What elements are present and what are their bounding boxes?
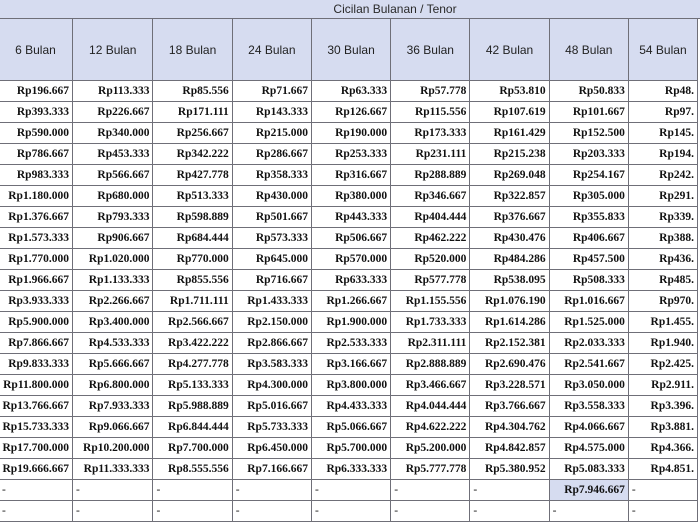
table-cell[interactable]: Rp4.842.857 (470, 438, 549, 459)
column-header[interactable]: 6 Bulan (0, 19, 72, 81)
table-cell[interactable]: Rp9.066.667 (72, 417, 153, 438)
table-cell[interactable]: Rp2.888.889 (391, 354, 470, 375)
table-cell[interactable]: Rp7.946.667 (549, 480, 628, 501)
table-cell[interactable]: Rp4.433.333 (311, 396, 390, 417)
table-cell[interactable]: Rp15.733.333 (0, 417, 72, 438)
column-header[interactable]: 48 Bulan (549, 19, 628, 81)
table-row (0, 102, 698, 123)
table-row (0, 228, 698, 249)
table-cell[interactable]: Rp145. (628, 123, 697, 144)
table-cell[interactable]: Rp770.000 (153, 249, 232, 270)
table-cell[interactable]: - (232, 501, 311, 522)
table-cell[interactable]: Rp501.667 (232, 207, 311, 228)
table-cell[interactable]: Rp6.333.333 (311, 459, 390, 480)
table-cell[interactable]: Rp286.667 (232, 144, 311, 165)
table-cell[interactable]: Rp10.200.000 (72, 438, 153, 459)
table-cell[interactable]: Rp2.033.333 (549, 333, 628, 354)
table-cell[interactable]: Rp171.111 (153, 102, 232, 123)
table-cell[interactable]: Rp484.286 (470, 249, 549, 270)
table-cell[interactable]: Rp107.619 (470, 102, 549, 123)
table-cell[interactable]: - (470, 501, 549, 522)
table-cell[interactable]: Rp590.000 (0, 123, 72, 144)
table-cell[interactable]: - (391, 501, 470, 522)
table-row (0, 501, 698, 522)
table-cell[interactable]: Rp3.050.000 (549, 375, 628, 396)
table-cell[interactable]: Rp1.614.286 (470, 312, 549, 333)
table-cell[interactable]: Rp242. (628, 165, 697, 186)
table-cell[interactable]: - (549, 501, 628, 522)
table-row (0, 81, 698, 102)
table-cell[interactable]: Rp3.800.000 (311, 375, 390, 396)
table-cell[interactable]: Rp506.667 (311, 228, 390, 249)
installment-table (0, 18, 698, 522)
table-cell[interactable]: Rp291. (628, 186, 697, 207)
table-cell[interactable]: Rp430.000 (232, 186, 311, 207)
table-cell[interactable]: Rp2.690.476 (470, 354, 549, 375)
table-cell[interactable]: Rp316.667 (311, 165, 390, 186)
table-cell[interactable]: Rp6.450.000 (232, 438, 311, 459)
table-cell[interactable]: Rp1.155.556 (391, 291, 470, 312)
table-cell[interactable]: Rp645.000 (232, 249, 311, 270)
table-row (0, 270, 698, 291)
table-cell[interactable]: - (232, 480, 311, 501)
table-cell[interactable]: Rp1.376.667 (0, 207, 72, 228)
table-cell[interactable]: Rp4.622.222 (391, 417, 470, 438)
table-cell[interactable]: Rp520.000 (391, 249, 470, 270)
table-cell[interactable]: - (391, 480, 470, 501)
table-cell[interactable]: Rp5.066.667 (311, 417, 390, 438)
table-cell[interactable]: Rp85.556 (153, 81, 232, 102)
table-cell[interactable]: Rp4.300.000 (232, 375, 311, 396)
table-cell[interactable]: Rp1.770.000 (0, 249, 72, 270)
table-cell[interactable]: Rp7.933.333 (72, 396, 153, 417)
table-cell[interactable]: Rp1.016.667 (549, 291, 628, 312)
column-header[interactable]: 12 Bulan (72, 19, 153, 81)
table-cell[interactable]: Rp1.180.000 (0, 186, 72, 207)
table-cell[interactable]: Rp2.311.111 (391, 333, 470, 354)
table-cell[interactable]: - (628, 480, 697, 501)
table-cell[interactable]: Rp716.667 (232, 270, 311, 291)
tenor-header-row (0, 19, 698, 81)
table-row (0, 459, 698, 480)
table-cell[interactable]: Rp126.667 (311, 102, 390, 123)
table-cell[interactable]: Rp2.566.667 (153, 312, 232, 333)
table-cell[interactable]: Rp48. (628, 81, 697, 102)
table-cell[interactable]: Rp970. (628, 291, 697, 312)
table-row (0, 144, 698, 165)
table-title: Cicilan Bulanan / Tenor (333, 2, 457, 16)
table-cell[interactable]: Rp6.844.444 (153, 417, 232, 438)
table-cell[interactable]: Rp196.667 (0, 81, 72, 102)
table-cell[interactable]: Rp1.076.190 (470, 291, 549, 312)
table-row (0, 249, 698, 270)
table-cell[interactable]: Rp7.700.000 (153, 438, 232, 459)
table-cell[interactable]: Rp513.333 (153, 186, 232, 207)
table-cell[interactable]: Rp1.133.333 (72, 270, 153, 291)
table-cell[interactable]: Rp4.851. (628, 459, 697, 480)
table-cell[interactable]: - (72, 480, 153, 501)
table-cell[interactable]: Rp355.833 (549, 207, 628, 228)
table-cell[interactable]: - (311, 501, 390, 522)
table-cell[interactable]: Rp3.933.333 (0, 291, 72, 312)
table-cell[interactable]: Rp203.333 (549, 144, 628, 165)
table-cell[interactable]: Rp3.166.667 (311, 354, 390, 375)
table-cell[interactable]: Rp322.857 (470, 186, 549, 207)
table-cell[interactable]: Rp1.266.667 (311, 291, 390, 312)
table-cell[interactable]: Rp4.366. (628, 438, 697, 459)
table-row (0, 417, 698, 438)
table-row (0, 480, 698, 501)
table-cell[interactable]: Rp1.455. (628, 312, 697, 333)
table-cell[interactable]: Rp684.444 (153, 228, 232, 249)
table-cell[interactable]: Rp3.228.571 (470, 375, 549, 396)
table-cell[interactable]: Rp53.810 (470, 81, 549, 102)
table-row (0, 438, 698, 459)
table-body (0, 81, 698, 522)
table-cell[interactable]: Rp404.444 (391, 207, 470, 228)
table-cell[interactable]: Rp1.966.667 (0, 270, 72, 291)
table-cell[interactable]: Rp453.333 (72, 144, 153, 165)
table-cell[interactable]: Rp4.066.667 (549, 417, 628, 438)
table-cell[interactable]: Rp1.940. (628, 333, 697, 354)
table-cell[interactable]: Rp4.304.762 (470, 417, 549, 438)
column-header[interactable]: 54 Bulan (628, 19, 697, 81)
table-cell[interactable]: Rp253.333 (311, 144, 390, 165)
table-cell[interactable]: Rp5.083.333 (549, 459, 628, 480)
table-cell[interactable]: Rp388. (628, 228, 697, 249)
table-cell[interactable]: Rp19.666.667 (0, 459, 72, 480)
table-cell[interactable]: Rp7.866.667 (0, 333, 72, 354)
table-cell[interactable]: Rp1.433.333 (232, 291, 311, 312)
table-cell[interactable]: Rp2.266.667 (72, 291, 153, 312)
table-cell[interactable]: Rp5.380.952 (470, 459, 549, 480)
table-cell[interactable]: Rp598.889 (153, 207, 232, 228)
table-cell[interactable]: Rp63.333 (311, 81, 390, 102)
table-cell[interactable]: Rp342.222 (153, 144, 232, 165)
table-cell[interactable]: Rp1.573.333 (0, 228, 72, 249)
table-row (0, 165, 698, 186)
table-cell[interactable]: Rp4.533.333 (72, 333, 153, 354)
table-cell[interactable]: Rp115.556 (391, 102, 470, 123)
table-cell[interactable]: Rp4.575.000 (549, 438, 628, 459)
table-cell[interactable]: Rp443.333 (311, 207, 390, 228)
table-row (0, 186, 698, 207)
table-cell[interactable]: Rp2.541.667 (549, 354, 628, 375)
table-cell[interactable]: Rp346.667 (391, 186, 470, 207)
table-cell[interactable]: Rp573.333 (232, 228, 311, 249)
table-cell[interactable]: Rp2.866.667 (232, 333, 311, 354)
table-cell[interactable]: Rp1.020.000 (72, 249, 153, 270)
table-cell[interactable]: Rp2.533.333 (311, 333, 390, 354)
table-cell[interactable]: Rp376.667 (470, 207, 549, 228)
table-cell[interactable]: Rp173.333 (391, 123, 470, 144)
table-row (0, 123, 698, 144)
table-cell[interactable]: Rp11.333.333 (72, 459, 153, 480)
table-cell[interactable]: Rp13.766.667 (0, 396, 72, 417)
table-cell[interactable]: Rp436. (628, 249, 697, 270)
table-cell[interactable]: Rp3.558.333 (549, 396, 628, 417)
column-header[interactable]: 18 Bulan (153, 19, 232, 81)
table-cell[interactable]: Rp380.000 (311, 186, 390, 207)
table-cell[interactable]: Rp5.733.333 (232, 417, 311, 438)
table-cell[interactable]: Rp633.333 (311, 270, 390, 291)
table-cell[interactable]: Rp566.667 (72, 165, 153, 186)
table-cell[interactable]: Rp570.000 (311, 249, 390, 270)
table-cell[interactable]: Rp101.667 (549, 102, 628, 123)
merged-header-row (0, 0, 700, 19)
table-row (0, 312, 698, 333)
table-cell[interactable]: Rp855.556 (153, 270, 232, 291)
table-cell[interactable]: Rp161.429 (470, 123, 549, 144)
table-cell[interactable]: Rp538.095 (470, 270, 549, 291)
table-cell[interactable]: - (153, 480, 232, 501)
table-cell[interactable]: Rp358.333 (232, 165, 311, 186)
table-cell[interactable]: - (311, 480, 390, 501)
column-header[interactable]: 42 Bulan (470, 19, 549, 81)
table-cell[interactable]: Rp2.425. (628, 354, 697, 375)
table-cell[interactable]: Rp1.900.000 (311, 312, 390, 333)
table-cell[interactable]: - (470, 480, 549, 501)
table-cell[interactable]: Rp3.583.333 (232, 354, 311, 375)
table-cell[interactable]: Rp11.800.000 (0, 375, 72, 396)
table-cell[interactable]: Rp7.166.667 (232, 459, 311, 480)
table-cell[interactable]: Rp17.700.000 (0, 438, 72, 459)
table-row (0, 333, 698, 354)
table-cell[interactable]: Rp5.988.889 (153, 396, 232, 417)
table-cell[interactable]: Rp462.222 (391, 228, 470, 249)
table-cell[interactable]: Rp256.667 (153, 123, 232, 144)
table-row (0, 375, 698, 396)
table-cell[interactable]: - (0, 501, 72, 522)
table-row (0, 207, 698, 228)
table-cell[interactable]: Rp5.777.778 (391, 459, 470, 480)
table-cell[interactable]: Rp3.400.000 (72, 312, 153, 333)
table-cell[interactable]: Rp50.833 (549, 81, 628, 102)
table-cell[interactable]: Rp485. (628, 270, 697, 291)
column-header[interactable]: 24 Bulan (232, 19, 311, 81)
table-cell[interactable]: Rp6.800.000 (72, 375, 153, 396)
table-cell[interactable]: Rp393.333 (0, 102, 72, 123)
table-cell[interactable]: Rp194. (628, 144, 697, 165)
table-cell[interactable]: Rp3.881. (628, 417, 697, 438)
table-cell[interactable]: - (0, 480, 72, 501)
table-cell[interactable]: Rp339. (628, 207, 697, 228)
table-cell[interactable]: Rp4.277.778 (153, 354, 232, 375)
table-cell[interactable]: Rp577.778 (391, 270, 470, 291)
table-cell[interactable]: Rp9.833.333 (0, 354, 72, 375)
column-header[interactable]: 30 Bulan (311, 19, 390, 81)
table-cell[interactable]: Rp97. (628, 102, 697, 123)
table-cell[interactable]: Rp793.333 (72, 207, 153, 228)
table-cell[interactable]: Rp5.133.333 (153, 375, 232, 396)
table-cell[interactable]: Rp5.666.667 (72, 354, 153, 375)
table-cell[interactable]: Rp786.667 (0, 144, 72, 165)
table-cell[interactable]: Rp57.778 (391, 81, 470, 102)
table-cell[interactable]: Rp427.778 (153, 165, 232, 186)
table-cell[interactable]: Rp906.667 (72, 228, 153, 249)
table-cell[interactable]: Rp457.500 (549, 249, 628, 270)
table-cell[interactable]: Rp3.396. (628, 396, 697, 417)
table-cell[interactable]: Rp226.667 (72, 102, 153, 123)
table-cell[interactable]: Rp5.200.000 (391, 438, 470, 459)
table-cell[interactable]: Rp406.667 (549, 228, 628, 249)
table-cell[interactable]: Rp983.333 (0, 165, 72, 186)
table-cell[interactable]: - (628, 501, 697, 522)
table-cell[interactable]: Rp340.000 (72, 123, 153, 144)
table-cell[interactable]: Rp2.911. (628, 375, 697, 396)
table-cell[interactable]: Rp152.500 (549, 123, 628, 144)
table-cell[interactable]: Rp1.525.000 (549, 312, 628, 333)
table-cell[interactable]: Rp430.476 (470, 228, 549, 249)
table-cell[interactable]: - (153, 501, 232, 522)
table-cell[interactable]: Rp71.667 (232, 81, 311, 102)
table-cell[interactable]: Rp5.700.000 (311, 438, 390, 459)
table-cell[interactable]: Rp254.167 (549, 165, 628, 186)
table-cell[interactable]: Rp190.000 (311, 123, 390, 144)
table-cell[interactable]: Rp5.016.667 (232, 396, 311, 417)
table-cell[interactable]: Rp508.333 (549, 270, 628, 291)
table-cell[interactable]: Rp8.555.556 (153, 459, 232, 480)
table-cell[interactable]: - (72, 501, 153, 522)
table-row (0, 396, 698, 417)
table-cell[interactable]: Rp2.150.000 (232, 312, 311, 333)
table-row (0, 354, 698, 375)
table-cell[interactable]: Rp1.733.333 (391, 312, 470, 333)
table-cell[interactable]: Rp3.766.667 (470, 396, 549, 417)
table-row (0, 291, 698, 312)
table-cell[interactable]: Rp2.152.381 (470, 333, 549, 354)
table-cell[interactable]: Rp4.044.444 (391, 396, 470, 417)
table-cell[interactable]: Rp231.111 (391, 144, 470, 165)
table-cell[interactable]: Rp305.000 (549, 186, 628, 207)
table-cell[interactable]: Rp3.466.667 (391, 375, 470, 396)
table-cell[interactable]: Rp113.333 (72, 81, 153, 102)
table-cell[interactable]: Rp143.333 (232, 102, 311, 123)
table-cell[interactable]: Rp5.900.000 (0, 312, 72, 333)
column-header[interactable]: 36 Bulan (391, 19, 470, 81)
table-cell[interactable]: Rp3.422.222 (153, 333, 232, 354)
table-cell[interactable]: Rp215.000 (232, 123, 311, 144)
table-cell[interactable]: Rp680.000 (72, 186, 153, 207)
table-cell[interactable]: Rp269.048 (470, 165, 549, 186)
table-cell[interactable]: Rp288.889 (391, 165, 470, 186)
table-cell[interactable]: Rp1.711.111 (153, 291, 232, 312)
table-cell[interactable]: Rp215.238 (470, 144, 549, 165)
